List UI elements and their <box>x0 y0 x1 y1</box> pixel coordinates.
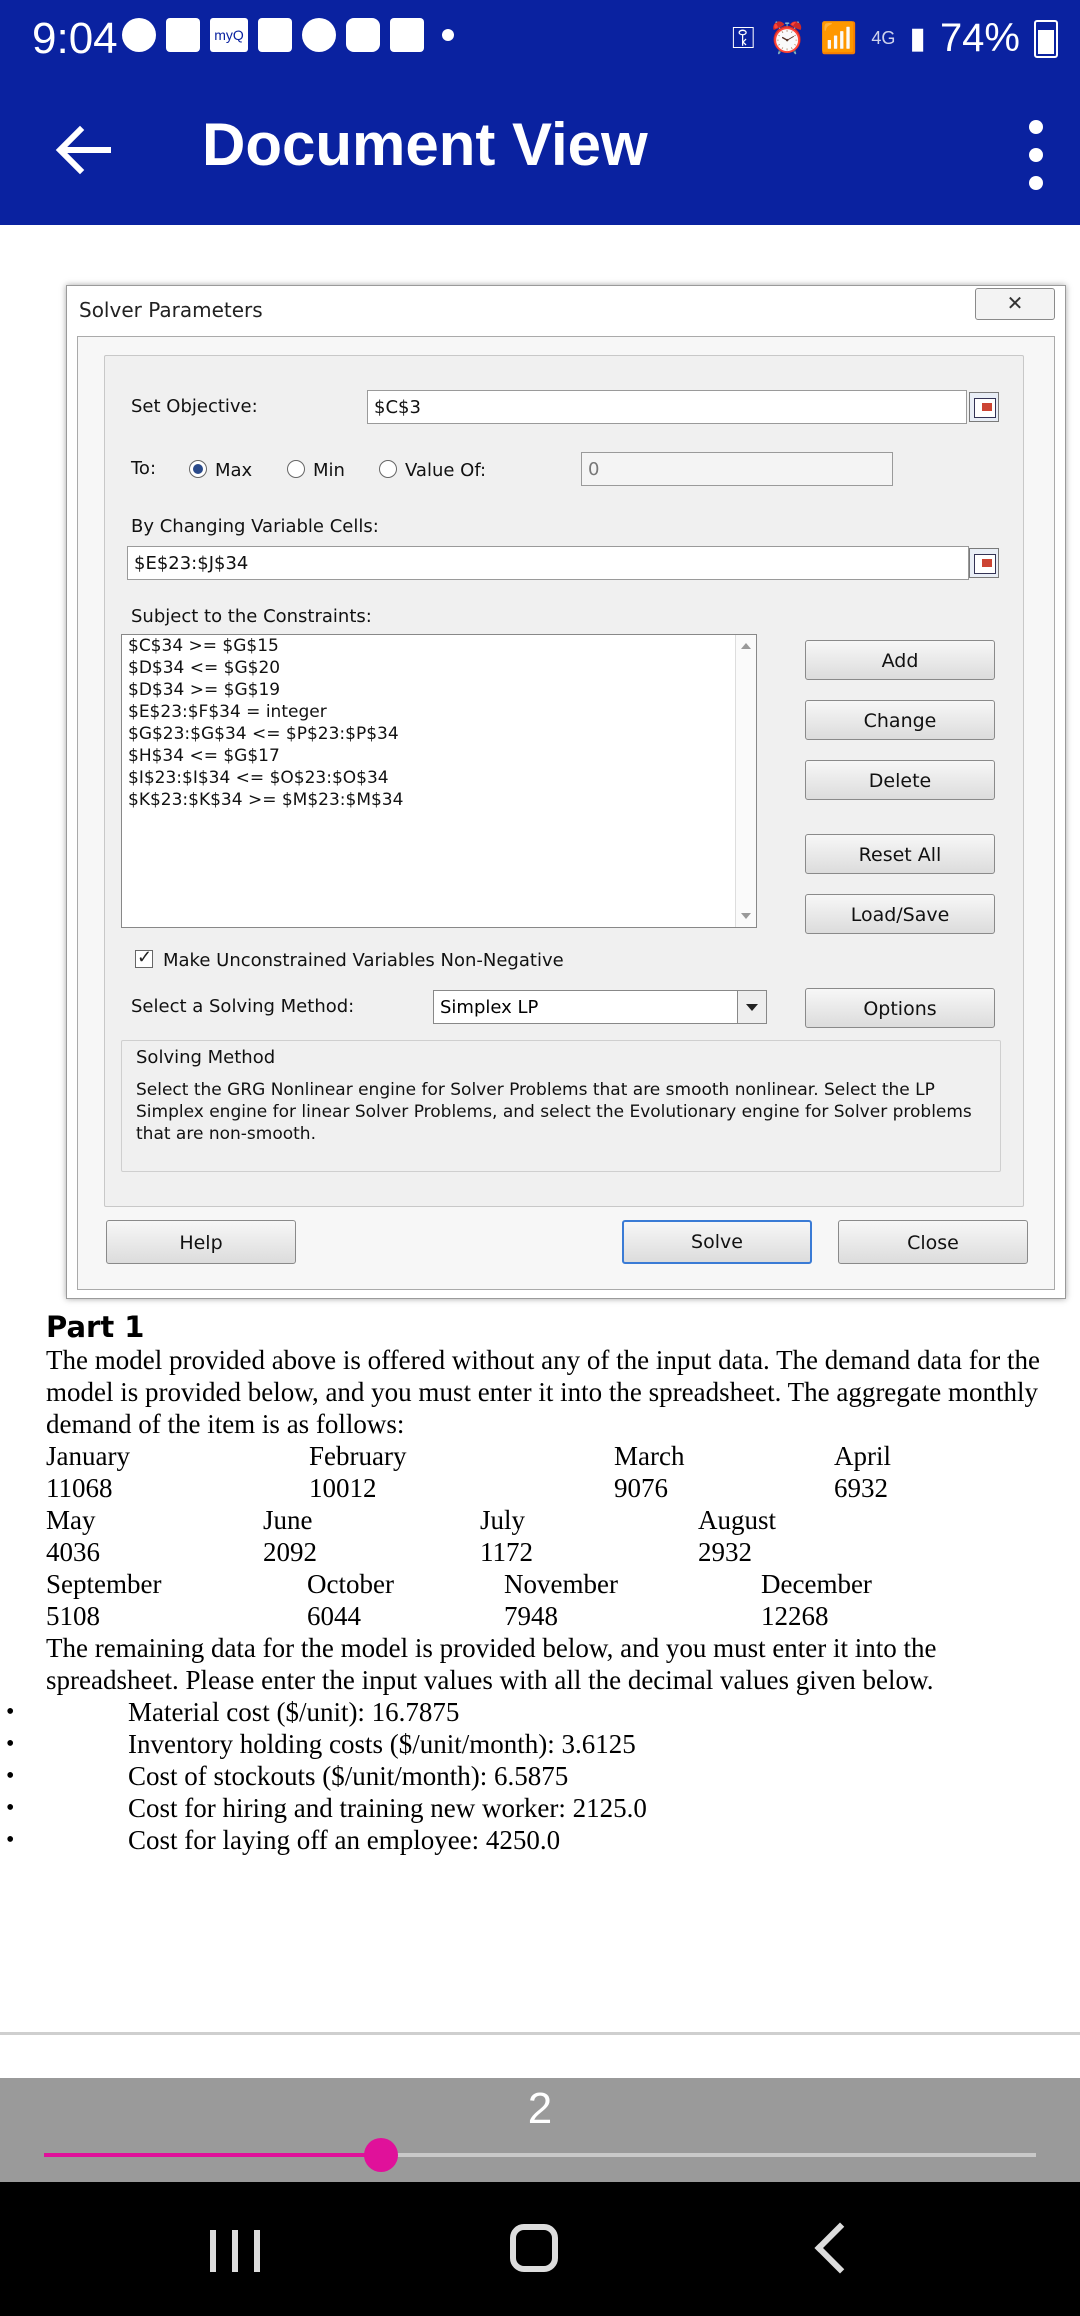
month-label: February <box>309 1441 407 1471</box>
home-icon[interactable] <box>510 2224 558 2272</box>
month-label: April <box>834 1441 891 1471</box>
cost-list <box>46 1696 1066 1856</box>
month-value: 10012 <box>309 1473 377 1503</box>
list-item[interactable]: $D$34 <= $G$20 <box>128 658 281 678</box>
list-item: • Cost for laying off an employee: 4250.0 <box>46 1824 1066 1856</box>
dialog-body <box>77 336 1055 1290</box>
help-button[interactable]: Help <box>106 1220 296 1264</box>
month-label: July <box>480 1505 526 1535</box>
max-label: Max <box>215 460 253 481</box>
list-item[interactable]: $K$23:$K$34 >= $M$23:$M$34 <box>128 790 404 810</box>
dialog-close-button[interactable]: ✕ <box>975 288 1055 320</box>
list-item: • Cost for hiring and training new worker: 2125.0 <box>46 1792 1066 1824</box>
instagram-icon <box>346 18 380 52</box>
range-select-icon[interactable] <box>969 392 999 422</box>
value-of-radio[interactable] <box>379 460 397 478</box>
min-radio[interactable] <box>287 460 305 478</box>
solve-button[interactable]: Solve <box>622 1220 812 1264</box>
financial-app-icon <box>166 18 200 52</box>
month-label: June <box>263 1505 313 1535</box>
month-value: 7948 <box>504 1601 558 1631</box>
account-icon <box>302 18 336 52</box>
month-value: 6932 <box>834 1473 888 1503</box>
divider <box>0 2032 1080 2035</box>
intro-paragraph: The model provided above is offered without any of the input data. The demand data for the model is provided below, and you must enter it into the spreadsheet. The aggregate monthly demand of the item is as follows: <box>46 1345 1040 1439</box>
solving-method-select[interactable] <box>433 990 767 1024</box>
set-objective-field[interactable]: $C$3 <box>367 390 967 424</box>
solving-method-value: Simplex LP <box>440 997 539 1018</box>
network-type: 4G <box>871 28 896 48</box>
add-button[interactable]: Add <box>805 640 995 680</box>
constraints-list[interactable] <box>121 634 757 928</box>
value-of-label: Value Of: <box>405 460 487 481</box>
month-label: October <box>307 1569 394 1599</box>
changing-cells-field[interactable]: $E$23:$J$34 <box>127 546 969 580</box>
alarm-icon: ⏰ <box>768 22 807 55</box>
list-item[interactable]: $H$34 <= $G$17 <box>128 746 280 766</box>
solving-method-group <box>121 1040 1001 1172</box>
list-item[interactable]: $C$34 >= $G$15 <box>128 636 279 656</box>
min-label: Min <box>313 460 345 481</box>
list-item: • Inventory holding costs ($/unit/month): 3.6125 <box>46 1728 1066 1760</box>
change-button[interactable]: Change <box>805 700 995 740</box>
list-item: • Material cost ($/unit): 16.7875 <box>46 1696 1066 1728</box>
signal-icon: ▮ <box>909 22 926 55</box>
month-label: January <box>46 1441 130 1471</box>
month-value: 11068 <box>46 1473 113 1503</box>
outlook-icon <box>390 18 424 52</box>
nonnegative-checkbox[interactable] <box>135 950 153 968</box>
facebook-icon <box>122 18 156 52</box>
solving-method-label: Select a Solving Method: <box>131 996 355 1017</box>
recent-apps-icon[interactable] <box>210 2230 260 2272</box>
solving-method-description: Select the GRG Nonlinear engine for Solver Problems that are smooth nonlinear. Select the LP Simplex engine for linear Solver Problems, and select the Evolutionary engine for Solver problems that are non-smooth. <box>136 1080 972 1144</box>
nonnegative-label: Make Unconstrained Variables Non-Negative <box>163 950 564 971</box>
month-value: 5108 <box>46 1601 100 1631</box>
status-time: 9:04 <box>32 14 118 63</box>
more-notifications-icon <box>442 29 454 41</box>
month-value: 1172 <box>480 1537 533 1567</box>
battery-percent: 74% <box>939 16 1020 60</box>
page-slider-fill <box>44 2153 381 2157</box>
chevron-down-icon[interactable] <box>737 991 766 1023</box>
month-value: 4036 <box>46 1537 100 1567</box>
month-value: 12268 <box>761 1601 829 1631</box>
list-item[interactable]: $E$23:$F$34 = integer <box>128 702 327 722</box>
month-value: 2932 <box>698 1537 752 1567</box>
status-bar <box>0 0 1080 80</box>
page-title: Document View <box>202 111 648 178</box>
page-number: 2 <box>527 2084 553 2133</box>
month-label: November <box>504 1569 618 1599</box>
constraints-label: Subject to the Constraints: <box>131 606 372 627</box>
month-label: August <box>698 1505 777 1535</box>
battery-icon <box>1034 20 1058 58</box>
system-nav-bar <box>0 2182 1080 2316</box>
solver-parameters-dialog <box>66 285 1066 1299</box>
demand-row-1 <box>46 1440 1066 1504</box>
close-button[interactable]: Close <box>838 1220 1028 1264</box>
month-label: December <box>761 1569 872 1599</box>
month-value: 2092 <box>263 1537 317 1567</box>
myq-app-icon: myQ <box>210 18 248 52</box>
page-slider-thumb[interactable] <box>364 2138 398 2172</box>
constraints-scrollbar[interactable] <box>735 635 756 927</box>
month-label: September <box>46 1569 162 1599</box>
notification-icons <box>122 18 454 52</box>
max-radio[interactable] <box>189 460 207 478</box>
set-objective-label: Set Objective: <box>131 396 258 417</box>
app-bar <box>0 80 1080 225</box>
system-icons <box>732 16 1058 61</box>
to-label: To: <box>131 458 157 479</box>
wifi-icon: 📶 <box>820 22 858 55</box>
page-navigator <box>0 2078 1080 2182</box>
month-label: May <box>46 1505 96 1535</box>
back-arrow-icon[interactable] <box>48 115 118 185</box>
parameters-panel <box>104 355 1024 1207</box>
month-value: 9076 <box>614 1473 668 1503</box>
options-button[interactable]: Options <box>805 988 995 1028</box>
demand-row-3 <box>46 1568 1066 1632</box>
back-icon[interactable] <box>815 2223 866 2274</box>
vpn-key-icon: ⚿ <box>731 21 755 55</box>
dialog-title: Solver Parameters <box>79 298 263 322</box>
part-heading: Part 1 <box>46 1310 145 1344</box>
value-of-field[interactable]: 0 <box>581 452 893 486</box>
more-options-icon[interactable] <box>1026 120 1046 190</box>
financial-app-icon-2 <box>258 18 292 52</box>
month-value: 6044 <box>307 1601 361 1631</box>
load-save-button[interactable]: Load/Save <box>805 894 995 934</box>
reset-all-button[interactable]: Reset All <box>805 834 995 874</box>
solving-method-title: Solving Method <box>136 1047 276 1068</box>
document-content <box>46 1310 1066 1856</box>
range-select-icon-2[interactable] <box>969 548 999 578</box>
demand-row-2 <box>46 1504 1066 1568</box>
list-item: • Cost of stockouts ($/unit/month): 6.5875 <box>46 1760 1066 1792</box>
delete-button[interactable]: Delete <box>805 760 995 800</box>
remaining-paragraph: The remaining data for the model is provided below, and you must enter it into the spreadsheet. Please enter the input values with all the decimal values given below. <box>46 1633 937 1695</box>
list-item[interactable]: $I$23:$I$34 <= $O$23:$O$34 <box>128 768 389 788</box>
list-item[interactable]: $D$34 >= $G$19 <box>128 680 281 700</box>
changing-cells-label: By Changing Variable Cells: <box>131 516 379 537</box>
list-item[interactable]: $G$23:$G$34 <= $P$23:$P$34 <box>128 724 399 744</box>
month-label: March <box>614 1441 685 1471</box>
